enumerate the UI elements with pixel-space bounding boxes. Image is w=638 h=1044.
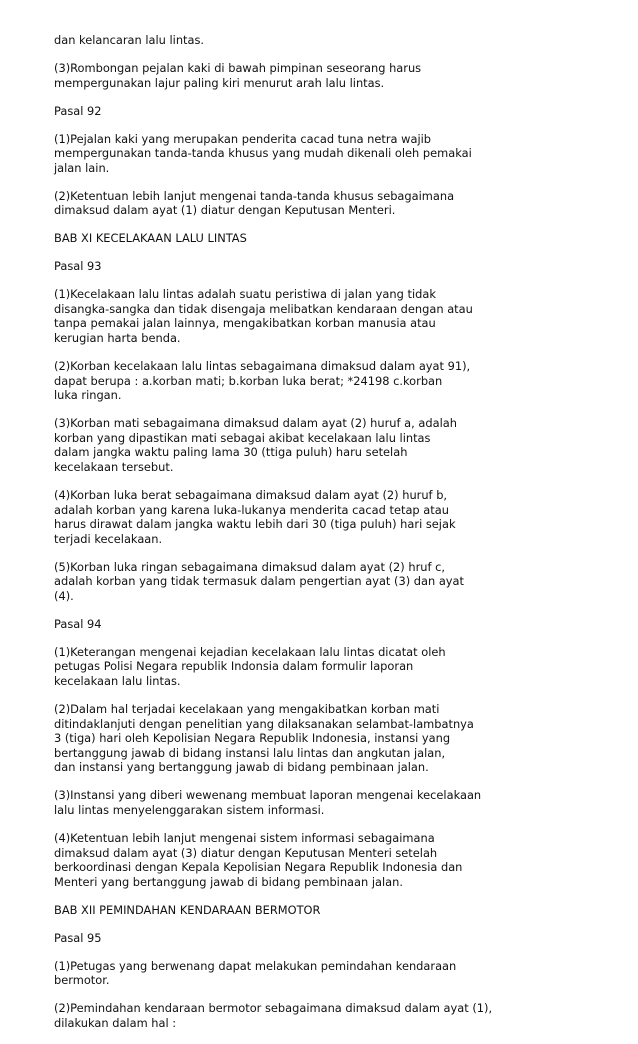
- paragraph-pasal-94-ayat-1: (1)Keterangan mengenai kejadian kecelakaan lalu lintas dicatat oleh petugas Polisi Negara republik Indonsia dalam formulir laporan kecelakaan lalu lintas.: [54, 644, 446, 689]
- paragraph-continuation: dan kelancaran lalu lintas.: [54, 33, 205, 47]
- paragraph-pasal-91-ayat-3: (3)Rombongan pejalan kaki di bawah pimpinan seseorang harus mempergunakan lajur paling kiri menurut arah lalu lintas.: [54, 60, 422, 90]
- paragraph-pasal-93-ayat-1: (1)Kecelakaan lalu lintas adalah suatu peristiwa di jalan yang tidak disangka-sangka dan tidak disengaja melibatkan kendaraan dengan atau tanpa pemakai jalan lainnya, mengakibatkan korban manusia atau kerugian harta benda.: [54, 287, 473, 346]
- paragraph-pasal-94-ayat-2: (2)Dalam hal terjadai kecelakaan yang mengakibatkan korban mati ditindaklanjuti dengan penelitian yang dilaksanakan selambat-lambatnya 3 (tiga) hari oleh Kepolisian Negara Republik Indonesia, instansi yang bertanggung jawab di bidang instansi lalu lintas dan angkutan jalan, dan instansi yang bertanggung jawab di bidang pembinaan jalan.: [54, 702, 474, 775]
- heading-pasal-93: Pasal 93: [54, 259, 102, 274]
- heading-pasal-95: Pasal 95: [54, 930, 102, 945]
- paragraph-pasal-93-ayat-3: (3)Korban mati sebagaimana dimaksud dalam ayat (2) huruf a, adalah korban yang dipastikan mati sebagai akibat kecelakaan lalu lintas dalam jangka waktu paling lama 30 (ttiga puluh) haru setelah kecelakaan tersebut.: [54, 416, 457, 474]
- paragraph-pasal-93-ayat-2: (2)Korban kecelakaan lalu lintas sebagaimana dimaksud dalam ayat 91), dapat berupa : a.korban mati; b.korban luka berat; *24198 c.korban luka ringan.: [54, 359, 471, 403]
- heading-pasal-92: Pasal 92: [54, 103, 102, 118]
- paragraph-pasal-95-ayat-1: (1)Petugas yang berwenang dapat melakukan pemindahan kendaraan bermotor.: [54, 958, 457, 988]
- paragraph-pasal-93-ayat-5: (5)Korban luka ringan sebagaimana dimaksud dalam ayat (2) hruf c, adalah korban yang tidak termasuk dalam pengertian ayat (3) dan ayat (4).: [54, 559, 464, 603]
- paragraph-pasal-92-ayat-2: (2)Ketentuan lebih lanjut mengenai tanda-tanda khusus sebagaimana dimaksud dalam ayat (1) diatur dengan Keputusan Menteri.: [54, 188, 455, 218]
- paragraph-pasal-92-ayat-1: (1)Pejalan kaki yang merupakan penderita cacad tuna netra wajib mempergunakan tanda-tanda khusus yang mudah dikenali oleh pemakai jalan lain.: [54, 131, 472, 175]
- document-page: [54, 33, 614, 1044]
- paragraph-pasal-95-ayat-2: (2)Pemindahan kendaraan bermotor sebagaimana dimaksud dalam ayat (1), dilakukan dalam hal :: [54, 1001, 493, 1030]
- paragraph-pasal-94-ayat-3: (3)Instansi yang diberi wewenang membuat laporan mengenai kecelakaan lalu lintas menyelenggarakan sistem informasi.: [54, 788, 482, 818]
- heading-bab-xii: BAB XII PEMINDAHAN KENDARAAN BERMOTOR: [54, 902, 321, 917]
- heading-bab-xi: BAB XI KECELAKAAN LALU LINTAS: [54, 231, 247, 246]
- paragraph-pasal-93-ayat-4: (4)Korban luka berat sebagaimana dimaksud dalam ayat (2) huruf b, adalah korban yang karena luka-lukanya menderita cacad tetap atau harus dirawat dalam jangka waktu lebih dari 30 (tiga puluh) hari sejak terjadi kecelakaan.: [54, 487, 456, 546]
- heading-pasal-94: Pasal 94: [54, 616, 102, 631]
- paragraph-pasal-94-ayat-4: (4)Ketentuan lebih lanjut mengenai sistem informasi sebagaimana dimaksud dalam ayat (3) diatur dengan Keputusan Menteri setelah berkoordinasi dengan Kepala Kepolisian Negara Republik Indonesia dan Menteri yang bertanggung jawab di bidang pembinaan jalan.: [54, 831, 463, 889]
